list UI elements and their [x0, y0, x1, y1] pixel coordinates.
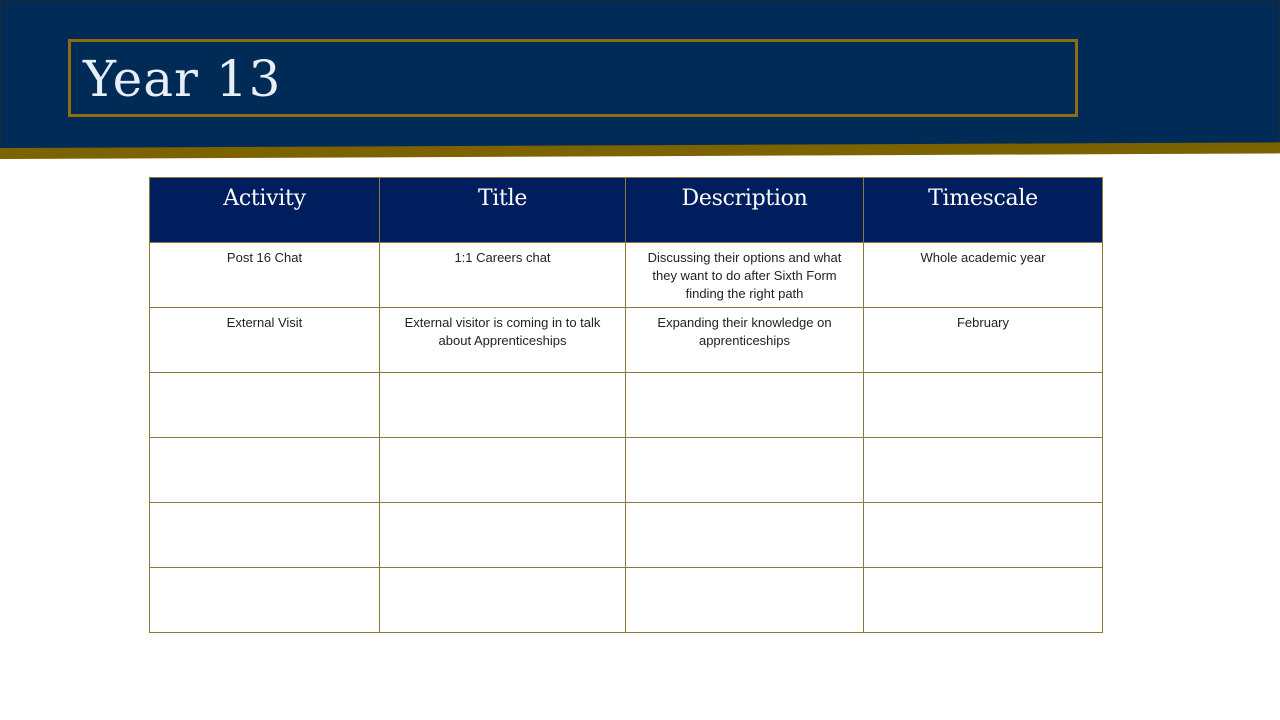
activity-cell	[150, 503, 380, 568]
column-header-activity: Activity	[150, 178, 380, 243]
column-header-description: Description	[626, 178, 864, 243]
title-cell: External visitor is coming in to talk about Apprenticeships	[380, 308, 626, 373]
timescale-cell	[864, 568, 1103, 633]
column-header-title: Title	[380, 178, 626, 243]
timescale-cell: February	[864, 308, 1103, 373]
activity-cell	[150, 373, 380, 438]
description-cell: Discussing their options and what they want to do after Sixth Form finding the right path	[626, 243, 864, 308]
description-cell	[626, 438, 864, 503]
table-row	[150, 438, 1103, 503]
description-cell	[626, 373, 864, 438]
title-cell: 1:1 Careers chat	[380, 243, 626, 308]
description-cell	[626, 568, 864, 633]
description-cell: Expanding their knowledge on apprenticeships	[626, 308, 864, 373]
activity-cell	[150, 568, 380, 633]
column-header-timescale: Timescale	[864, 178, 1103, 243]
timescale-cell	[864, 503, 1103, 568]
activity-table	[149, 177, 1103, 633]
activity-cell: External Visit	[150, 308, 380, 373]
activity-cell: Post 16 Chat	[150, 243, 380, 308]
slide-title: Year 13	[83, 50, 282, 108]
description-cell	[626, 503, 864, 568]
timescale-cell: Whole academic year	[864, 243, 1103, 308]
table-row	[150, 503, 1103, 568]
table-header-row	[150, 178, 1103, 243]
table-row	[150, 373, 1103, 438]
title-frame	[68, 39, 1078, 117]
title-cell	[380, 503, 626, 568]
table-row	[150, 308, 1103, 373]
timescale-cell	[864, 438, 1103, 503]
activity-cell	[150, 438, 380, 503]
timescale-cell	[864, 373, 1103, 438]
title-cell	[380, 438, 626, 503]
title-cell	[380, 373, 626, 438]
title-cell	[380, 568, 626, 633]
table-row	[150, 568, 1103, 633]
table-row	[150, 243, 1103, 308]
